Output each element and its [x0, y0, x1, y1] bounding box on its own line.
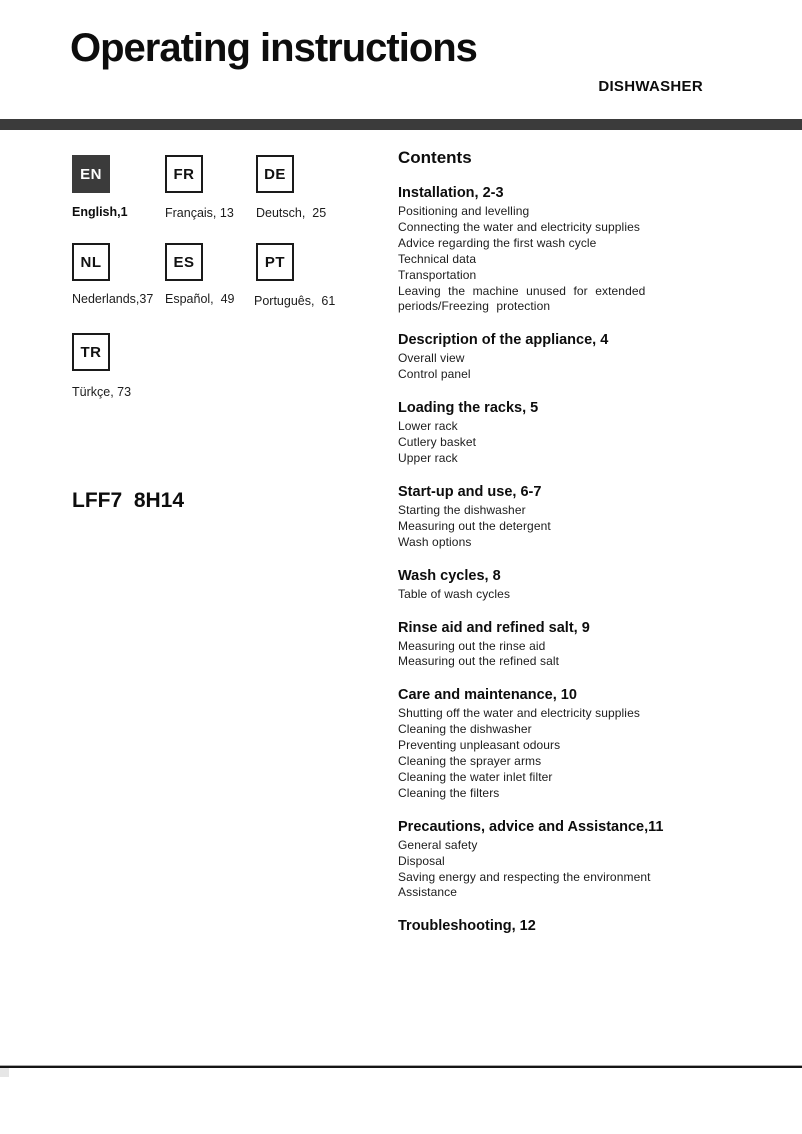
section-item: Cutlery basket	[398, 435, 477, 450]
section-title: Rinse aid and refined salt, 9	[398, 619, 590, 636]
language-box-fr: FR	[165, 155, 203, 193]
section-item: Cleaning the sprayer arms	[398, 754, 542, 769]
section-item: Assistance	[398, 885, 458, 900]
section-item: Cleaning the dishwasher	[398, 722, 532, 737]
contents-section-installation	[398, 185, 696, 315]
language-box-nl: NL	[72, 243, 110, 281]
contents-section-loading-racks	[398, 400, 696, 467]
model-number: LFF7 8H14	[72, 489, 185, 512]
section-title: Installation, 2-3	[398, 185, 504, 201]
section-item: Shutting off the water and electricity supplies	[398, 706, 640, 721]
section-item: Control panel	[398, 367, 471, 382]
language-box-es: ES	[165, 243, 203, 281]
page-title: Operating instructions	[70, 26, 477, 70]
section-item: Transportation	[398, 267, 477, 282]
language-box-de: DE	[256, 155, 294, 193]
section-item: Positioning and levelling	[398, 204, 530, 218]
section-item: Connecting the water and electricity supplies	[398, 219, 640, 234]
section-item: Wash options	[398, 534, 472, 549]
section-item: Technical data	[398, 251, 477, 266]
language-label-tr: Türkçe, 73	[72, 385, 132, 399]
section-item: Advice regarding the first wash cycle	[398, 235, 597, 250]
contents-section-rinse-aid-salt	[398, 620, 696, 671]
contents-list	[398, 148, 696, 937]
section-item: Measuring out the detergent	[398, 518, 551, 533]
section-item: Lower rack	[398, 419, 458, 434]
footer-divider-line	[0, 1065, 802, 1068]
language-label-nl: Nederlands,37	[72, 292, 154, 306]
language-label-es: Español, 49	[165, 292, 235, 306]
section-item: General safety	[398, 837, 478, 852]
language-box-en: EN	[72, 155, 110, 193]
language-box-pt: PT	[256, 243, 294, 281]
section-item: Disposal	[398, 853, 445, 868]
section-item: Overall view	[398, 351, 465, 366]
section-title: Description of the appliance, 4	[398, 332, 609, 349]
section-item: Cleaning the water inlet filter	[398, 769, 553, 784]
section-item: Upper rack	[398, 450, 458, 465]
section-item: Measuring out the rinse aid	[398, 638, 546, 653]
section-title: Loading the racks, 5	[398, 400, 539, 417]
section-item: Saving energy and respecting the environment	[398, 869, 651, 884]
language-box-tr: TR	[72, 333, 110, 371]
contents-heading: Contents	[398, 148, 472, 167]
section-item: Cleaning the filters	[398, 785, 500, 800]
section-item: Preventing unpleasant odours	[398, 738, 561, 753]
contents-section-care-maintenance	[398, 687, 696, 801]
contents-section-description	[398, 332, 696, 383]
contents-section-wash-cycles	[398, 568, 696, 603]
section-item: Starting the dishwasher	[398, 502, 526, 517]
language-label-fr: Français, 13	[165, 206, 234, 220]
section-item: Measuring out the refined salt	[398, 654, 560, 669]
contents-section-troubleshooting	[398, 918, 696, 934]
section-item: Table of wash cycles	[398, 586, 511, 601]
contents-section-precautions	[398, 819, 696, 902]
scan-artifact	[0, 1068, 9, 1077]
contents-section-startup-use	[398, 484, 696, 551]
appliance-type-label: DISHWASHER	[598, 78, 703, 95]
header-divider-bar	[0, 119, 802, 130]
language-label-en: English,1	[72, 205, 128, 219]
language-label-de: Deutsch, 25	[256, 206, 327, 220]
language-label-pt: Português, 61	[254, 294, 336, 308]
section-title: Wash cycles, 8	[398, 567, 501, 584]
section-title: Troubleshooting, 12	[398, 918, 536, 935]
section-title: Precautions, advice and Assistance,11	[398, 818, 664, 835]
section-item: Leaving the machine unused for extended periods/Freezing protection	[398, 283, 646, 314]
section-title: Care and maintenance, 10	[398, 687, 577, 704]
section-title: Start-up and use, 6-7	[398, 483, 542, 500]
